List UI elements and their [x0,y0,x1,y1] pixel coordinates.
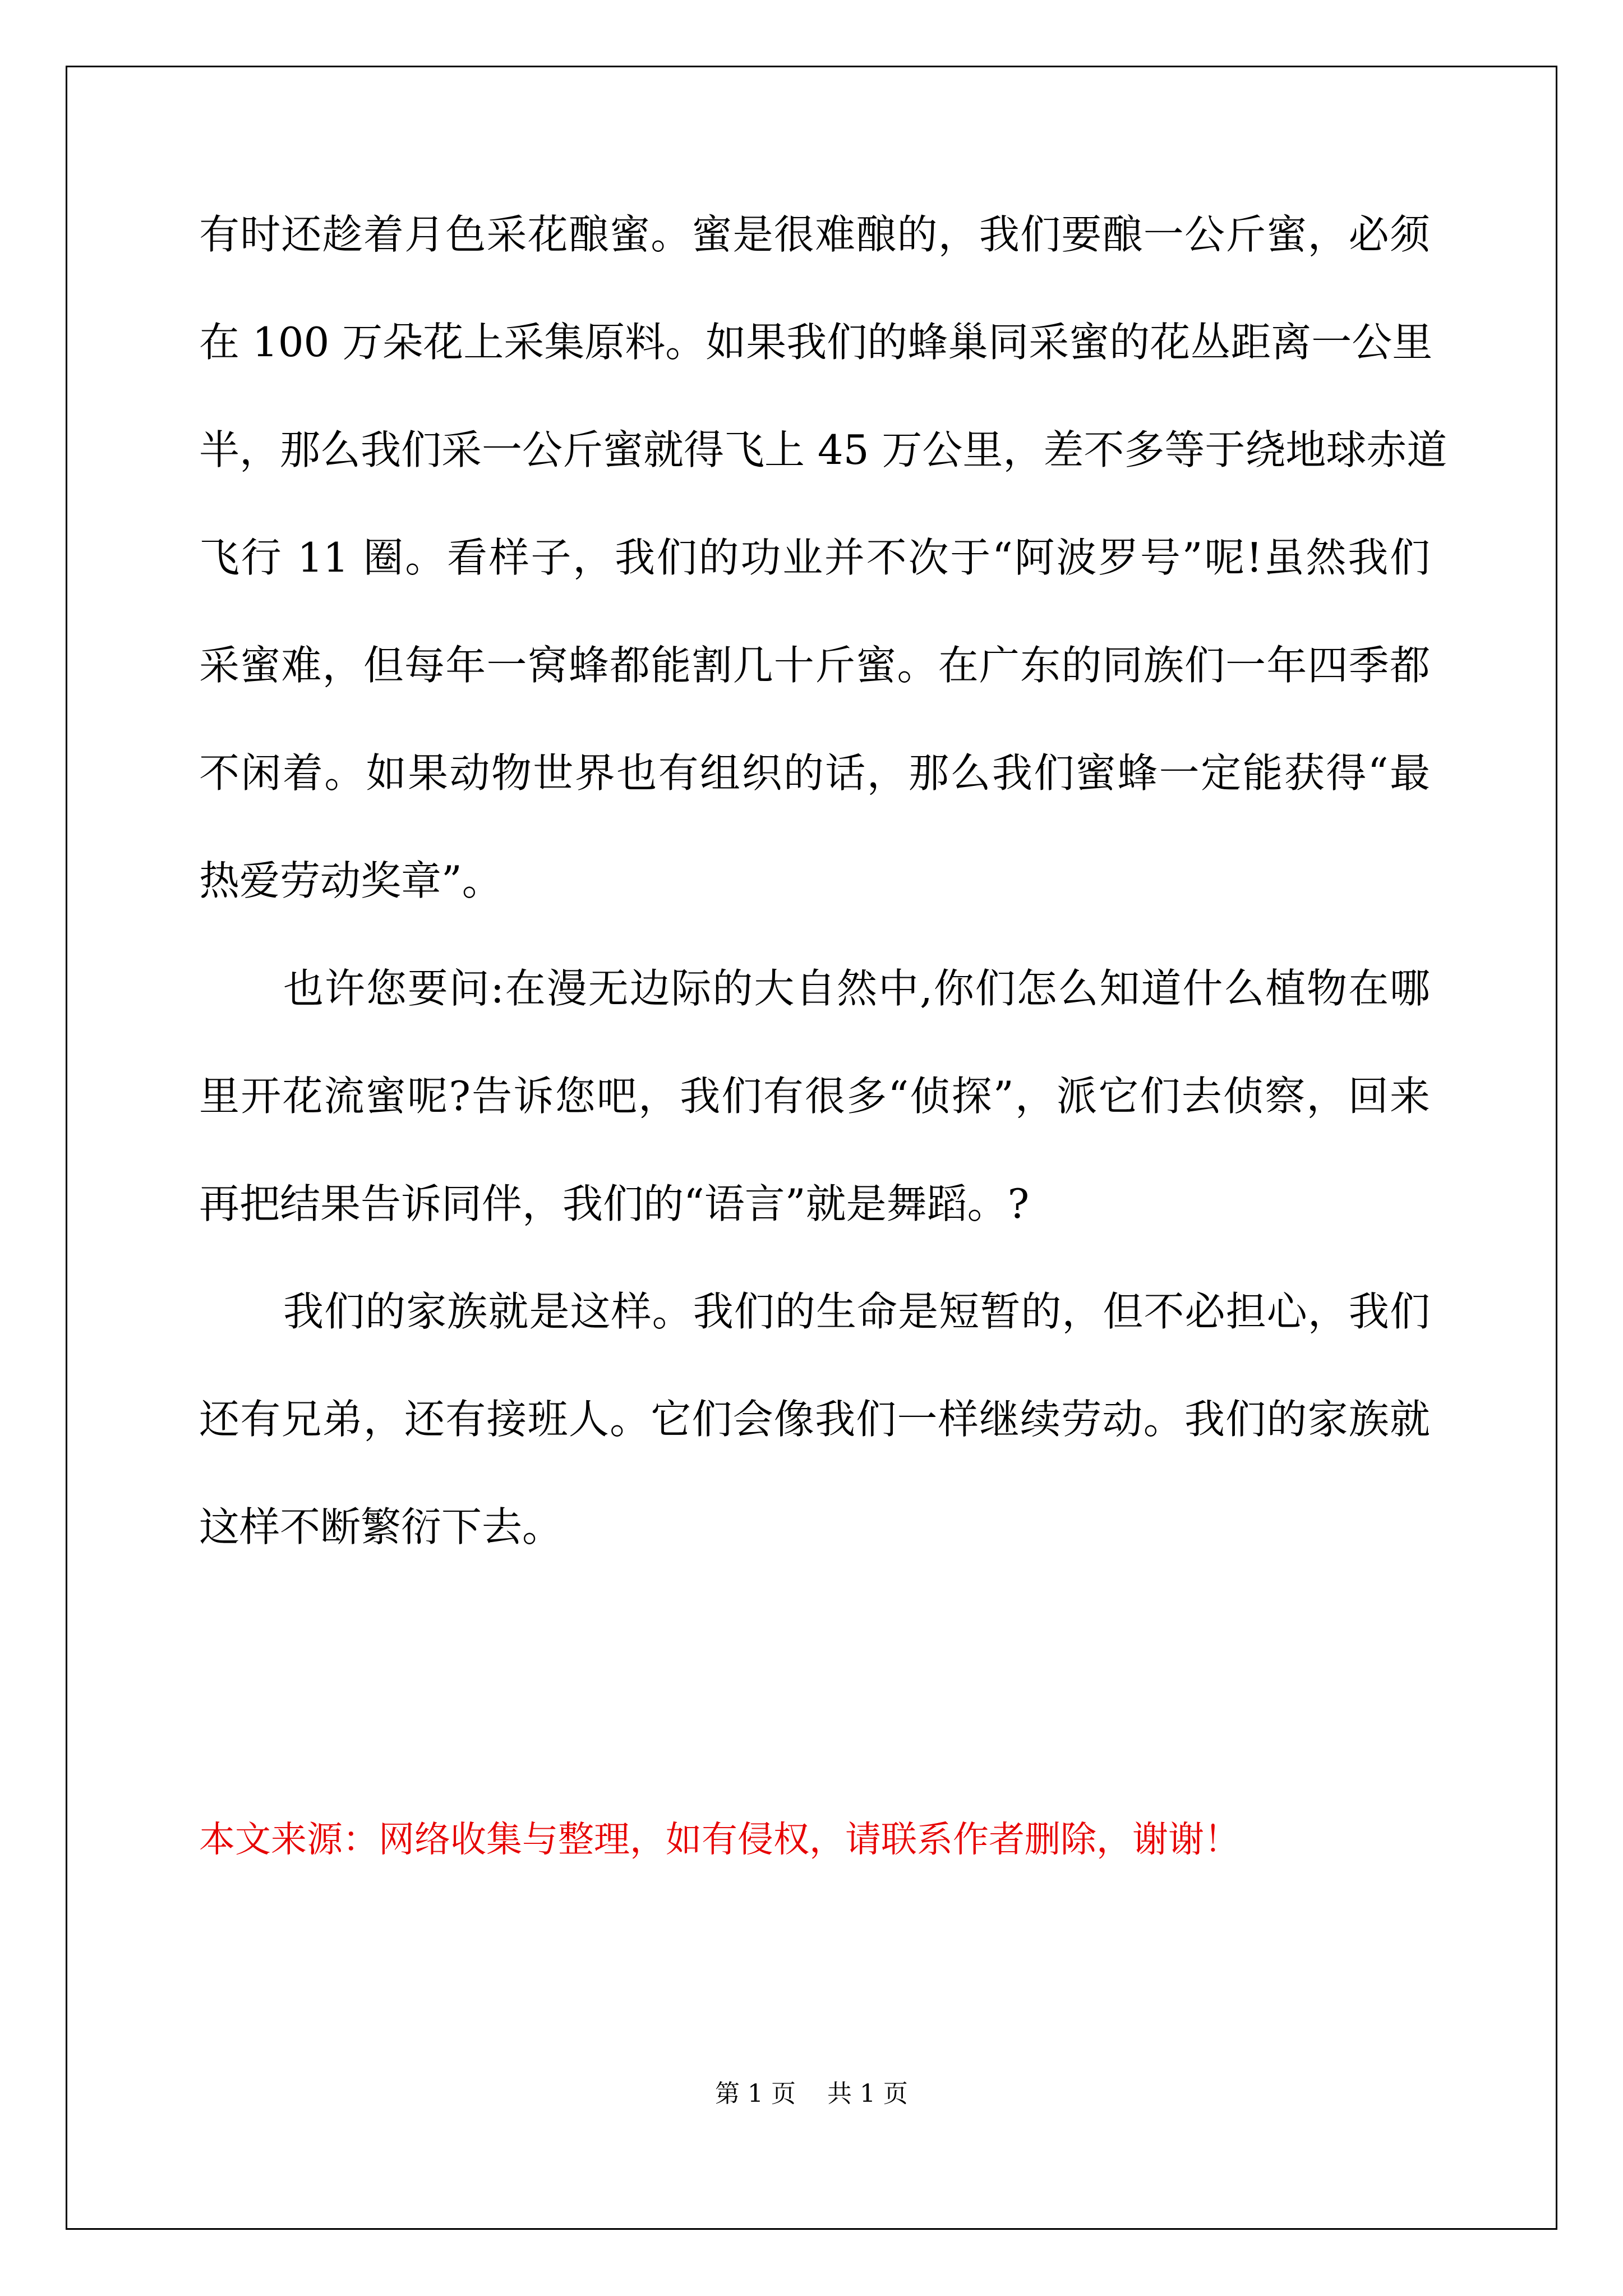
text-line: 采蜜难，但每年一窝蜂都能割几十斤蜜。在广东的同族们一年四季都 [199,642,1430,689]
page-number: 第 1 页 共 1 页 [715,2079,908,2108]
text-line: 在 100 万朵花上采集原料。如果我们的蜂巢同采蜜的花丛距离一公里 [199,319,1433,366]
text-line: 也许您要问:在漫无边际的大自然中,你们怎么知道什么植物在哪 [283,965,1430,1012]
text-line: 还有兄弟，还有接班人。它们会像我们一样继续劳动。我们的家族就 [199,1396,1430,1443]
text-line: 里开花流蜜呢?告诉您吧，我们有很多“侦探”，派它们去侦察，回来 [199,1073,1430,1120]
source-note: 本文来源：网络收集与整理，如有侵权，请联系作者删除，谢谢！ [199,1819,1240,1861]
text-line: 热爱劳动奖章”。 [199,857,502,904]
paragraph-1 [199,208,1447,908]
text-line: 这样不断繁衍下去。 [199,1503,563,1550]
text-line: 我们的家族就是这样。我们的生命是短暂的，但不必担心，我们 [283,1288,1430,1335]
document-body [199,208,1447,1608]
text-line: 不闲着。如果动物世界也有组织的话，那么我们蜜蜂一定能获得“最 [199,749,1430,797]
text-line: 飞行 11 圈。看样子，我们的功业并不次于“阿波罗号”呢!虽然我们 [199,534,1430,581]
text-line: 半，那么我们采一公斤蜜就得飞上 45 万公里，差不多等于绕地球赤道 [199,426,1447,473]
paragraph-3 [199,1285,1430,1554]
text-line: 再把结果告诉同伴，我们的“语言”就是舞蹈。? [199,1180,1030,1227]
text-line: 有时还趁着月色采花酿蜜。蜜是很难酿的，我们要酿一公斤蜜，必须 [199,211,1430,258]
paragraph-2 [199,961,1430,1231]
